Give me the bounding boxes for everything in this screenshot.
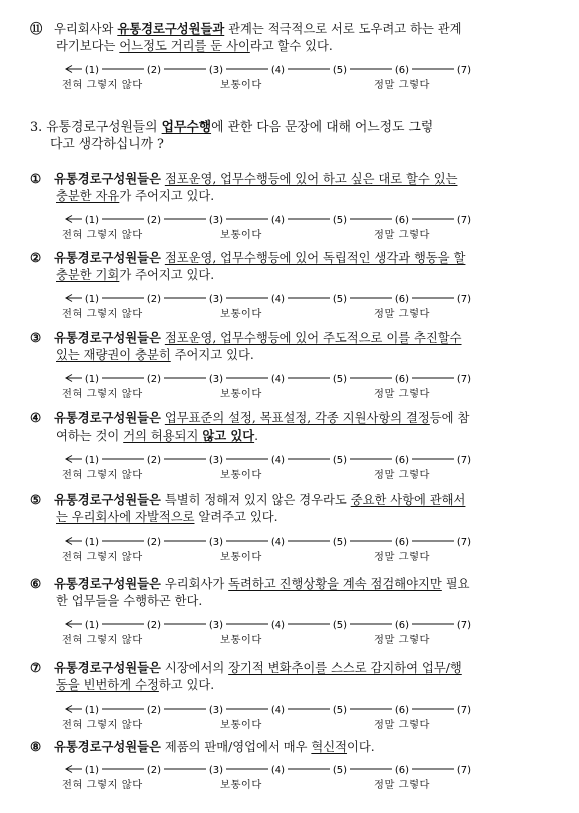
scale-line <box>60 63 470 77</box>
scale-point-4[interactable]: (4) <box>270 455 286 466</box>
rating-scale[interactable] <box>0 213 579 241</box>
anchor-label-right: 정말 그렇다 <box>374 779 431 791</box>
question-3: ③ 유통경로구성원들은 점포운영, 업무수행등에 있어 주도적으로 이를 추진할수 있는 재량권이 충분히 주어지고 있다. <box>30 330 462 362</box>
question-number: ① <box>30 171 42 186</box>
scale-point-1[interactable]: (1) <box>84 455 100 466</box>
anchor-label-right: 정말 그렇다 <box>374 388 431 400</box>
anchor-label-middle: 보통이다 <box>220 388 262 400</box>
anchor-label-middle: 보통이다 <box>220 308 262 320</box>
question-number: ⑥ <box>30 576 42 591</box>
scale-point-1[interactable]: (1) <box>84 765 100 776</box>
scale-point-5[interactable]: (5) <box>332 765 348 776</box>
question-1: ① 유통경로구성원들은 점포운영, 업무수행등에 있어 하고 싶은 대로 할수 있는 충분한 자유가 주어지고 있다. <box>30 171 458 203</box>
scale-point-6[interactable]: (6) <box>394 620 410 631</box>
anchor-label-left: 전혀 그렇지 않다 <box>62 634 143 646</box>
scale-point-7[interactable]: (7) <box>456 537 472 548</box>
scale-point-5[interactable]: (5) <box>332 65 348 76</box>
question-number: ④ <box>30 410 42 425</box>
question-11: ⑪ 우리회사와 유통경로구성원들과 관계는 적극적으로 서로 도우려고 하는 관계 라기보다는 어느정도 거리를 둔 사이라고 할수 있다. <box>30 21 462 53</box>
anchor-label-middle: 보통이다 <box>220 719 262 731</box>
question-6: ⑥ 유통경로구성원들은 우리회사가 독려하고 진행상황을 계속 점검해야지만 필요 한 업무들을 수행하곤 한다. <box>30 576 470 608</box>
scale-point-1[interactable]: (1) <box>84 620 100 631</box>
scale-point-5[interactable]: (5) <box>332 620 348 631</box>
scale-point-7[interactable]: (7) <box>456 294 472 305</box>
scale-point-6[interactable]: (6) <box>394 765 410 776</box>
scale-point-2[interactable]: (2) <box>146 765 162 776</box>
scale-line <box>60 618 470 632</box>
scale-point-7[interactable]: (7) <box>456 455 472 466</box>
anchor-label-left: 전혀 그렇지 않다 <box>62 229 143 241</box>
anchor-label-middle: 보통이다 <box>220 79 262 91</box>
question-number: ③ <box>30 330 42 345</box>
scale-line <box>60 453 470 467</box>
anchor-label-right: 정말 그렇다 <box>374 719 431 731</box>
scale-point-4[interactable]: (4) <box>270 374 286 385</box>
question-number: ⑪ <box>30 21 43 36</box>
question-7: ⑦ 유통경로구성원들은 시장에서의 장기적 변화추이를 스스로 감지하여 업무/행 동을 빈번하게 수정하고 있다. <box>30 660 462 692</box>
anchor-label-middle: 보통이다 <box>220 779 262 791</box>
scale-point-4[interactable]: (4) <box>270 620 286 631</box>
anchor-label-middle: 보통이다 <box>220 469 262 481</box>
scale-point-2[interactable]: (2) <box>146 620 162 631</box>
scale-point-5[interactable]: (5) <box>332 455 348 466</box>
question-number: ⑤ <box>30 492 42 507</box>
question-4: ④ 유통경로구성원들은 업무표준의 설정, 목표설정, 각종 지원사항의 결정등에 참 여하는 것이 거의 허용되지 않고 있다. <box>30 410 470 443</box>
scale-point-1[interactable]: (1) <box>84 215 100 226</box>
scale-point-1[interactable]: (1) <box>84 537 100 548</box>
scale-point-5[interactable]: (5) <box>332 215 348 226</box>
scale-point-3[interactable]: (3) <box>208 765 224 776</box>
scale-point-7[interactable]: (7) <box>456 620 472 631</box>
scale-point-6[interactable]: (6) <box>394 455 410 466</box>
question-8: ⑧ 유통경로구성원들은 제품의 판매/영업에서 매우 혁신적이다. <box>30 739 375 754</box>
rating-scale[interactable] <box>0 453 579 481</box>
anchor-label-left: 전혀 그렇지 않다 <box>62 719 143 731</box>
scale-point-2[interactable]: (2) <box>146 215 162 226</box>
scale-point-4[interactable]: (4) <box>270 705 286 716</box>
scale-point-4[interactable]: (4) <box>270 215 286 226</box>
scale-point-3[interactable]: (3) <box>208 294 224 305</box>
scale-point-3[interactable]: (3) <box>208 705 224 716</box>
scale-point-2[interactable]: (2) <box>146 705 162 716</box>
rating-scale[interactable] <box>0 372 579 400</box>
scale-point-3[interactable]: (3) <box>208 374 224 385</box>
scale-point-5[interactable]: (5) <box>332 537 348 548</box>
scale-point-2[interactable]: (2) <box>146 455 162 466</box>
rating-scale[interactable] <box>0 763 579 791</box>
anchor-label-left: 전혀 그렇지 않다 <box>62 469 143 481</box>
scale-point-5[interactable]: (5) <box>332 705 348 716</box>
anchor-label-right: 정말 그렇다 <box>374 551 431 563</box>
scale-line <box>60 213 470 227</box>
scale-line <box>60 763 470 777</box>
scale-point-4[interactable]: (4) <box>270 765 286 776</box>
scale-point-7[interactable]: (7) <box>456 705 472 716</box>
scale-point-7[interactable]: (7) <box>456 215 472 226</box>
anchor-label-right: 정말 그렇다 <box>374 308 431 320</box>
scale-point-2[interactable]: (2) <box>146 374 162 385</box>
scale-point-1[interactable]: (1) <box>84 294 100 305</box>
anchor-label-left: 전혀 그렇지 않다 <box>62 308 143 320</box>
anchor-label-middle: 보통이다 <box>220 229 262 241</box>
anchor-label-right: 정말 그렇다 <box>374 634 431 646</box>
scale-point-2[interactable]: (2) <box>146 537 162 548</box>
scale-point-1[interactable]: (1) <box>84 705 100 716</box>
scale-point-6[interactable]: (6) <box>394 705 410 716</box>
scale-point-6[interactable]: (6) <box>394 65 410 76</box>
scale-point-3[interactable]: (3) <box>208 620 224 631</box>
scale-point-6[interactable]: (6) <box>394 374 410 385</box>
rating-scale[interactable] <box>0 703 579 731</box>
scale-point-3[interactable]: (3) <box>208 65 224 76</box>
scale-point-2[interactable]: (2) <box>146 294 162 305</box>
anchor-label-left: 전혀 그렇지 않다 <box>62 79 143 91</box>
question-number: ② <box>30 250 42 265</box>
scale-line <box>60 703 470 717</box>
anchor-label-right: 정말 그렇다 <box>374 79 431 91</box>
rating-scale[interactable] <box>0 618 579 646</box>
scale-point-4[interactable]: (4) <box>270 65 286 76</box>
rating-scale[interactable] <box>0 63 579 91</box>
question-5: ⑤ 유통경로구성원들은 특별히 정해져 있지 않은 경우라도 중요한 사항에 관해서 는 우리회사에 자발적으로 알려주고 있다. <box>30 492 466 524</box>
scale-line <box>60 372 470 386</box>
question-number: ⑧ <box>30 739 42 754</box>
scale-point-5[interactable]: (5) <box>332 374 348 385</box>
scale-point-3[interactable]: (3) <box>208 455 224 466</box>
scale-point-7[interactable]: (7) <box>456 765 472 776</box>
scale-point-1[interactable]: (1) <box>84 374 100 385</box>
rating-scale[interactable] <box>0 292 579 320</box>
scale-point-7[interactable]: (7) <box>456 374 472 385</box>
anchor-label-middle: 보통이다 <box>220 551 262 563</box>
anchor-label-left: 전혀 그렇지 않다 <box>62 388 143 400</box>
scale-point-4[interactable]: (4) <box>270 537 286 548</box>
anchor-label-right: 정말 그렇다 <box>374 469 431 481</box>
scale-point-3[interactable]: (3) <box>208 215 224 226</box>
scale-point-5[interactable]: (5) <box>332 294 348 305</box>
anchor-label-left: 전혀 그렇지 않다 <box>62 779 143 791</box>
anchor-label-right: 정말 그렇다 <box>374 229 431 241</box>
scale-point-6[interactable]: (6) <box>394 294 410 305</box>
section-3-heading: 3. 유통경로구성원들의 업무수행에 관한 다음 문장에 대해 어느정도 그렇 다고 생각하십니까 ? <box>30 120 434 152</box>
scale-point-2[interactable]: (2) <box>146 65 162 76</box>
scale-point-1[interactable]: (1) <box>84 65 100 76</box>
scale-point-3[interactable]: (3) <box>208 537 224 548</box>
rating-scale[interactable] <box>0 535 579 563</box>
anchor-label-left: 전혀 그렇지 않다 <box>62 551 143 563</box>
anchor-label-middle: 보통이다 <box>220 634 262 646</box>
scale-point-6[interactable]: (6) <box>394 537 410 548</box>
scale-point-6[interactable]: (6) <box>394 215 410 226</box>
question-number: ⑦ <box>30 660 42 675</box>
scale-line <box>60 292 470 306</box>
scale-line <box>60 535 470 549</box>
scale-point-7[interactable]: (7) <box>456 65 472 76</box>
scale-point-4[interactable]: (4) <box>270 294 286 305</box>
question-2: ② 유통경로구성원들은 점포운영, 업무수행등에 있어 독립적인 생각과 행동을 할 충분한 기회가 주어지고 있다. <box>30 250 466 282</box>
